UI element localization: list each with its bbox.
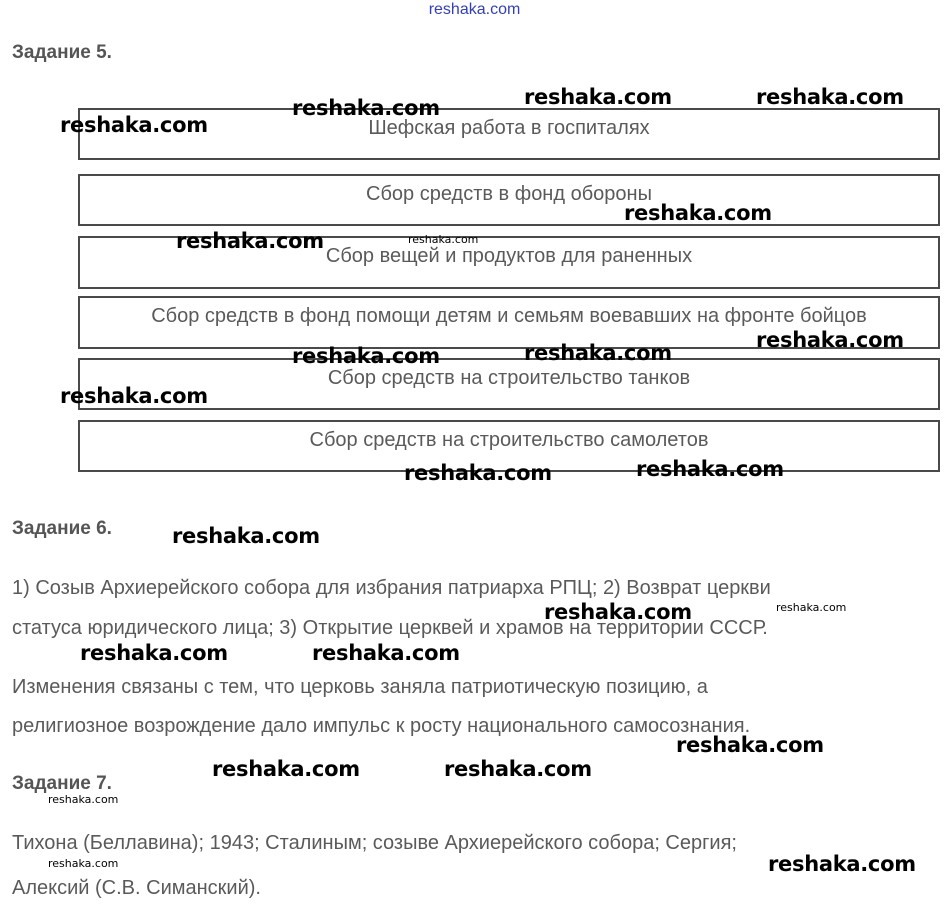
task5-box-text: Сбор средств на строительство самолетов — [309, 429, 709, 451]
task7-line: Алексий (С.В. Симанский). — [12, 877, 261, 899]
watermark: reshaka.com — [312, 641, 460, 665]
watermark: reshaka.com — [60, 384, 208, 408]
watermark: reshaka.com — [404, 461, 552, 485]
task5-box-text: Сбор средств на строительство танков — [327, 367, 691, 389]
task7-line: Тихона (Беллавина); 1943; Сталиным; созыве Архиерейского собора; Сергия; — [12, 832, 737, 854]
watermark: reshaka.com — [292, 96, 440, 120]
task7-heading: Задание 7. — [12, 773, 112, 794]
task5-box-text: Сбор вещей и продуктов для раненных — [325, 245, 693, 267]
watermark: reshaka.com — [292, 344, 440, 368]
task5-heading: Задание 5. — [12, 42, 112, 63]
site-link[interactable]: reshaka.com — [428, 1, 521, 18]
task6-line: религиозное возрождение дало импульс к росту национального самосознания. — [12, 715, 751, 737]
watermark: reshaka.com — [524, 341, 672, 365]
task5-box-text: Сбор средств в фонд обороны — [366, 183, 652, 205]
watermark-small: reshaka.com — [408, 233, 479, 246]
task6-heading: Задание 6. — [12, 518, 112, 539]
watermark: reshaka.com — [60, 113, 208, 137]
watermark: reshaka.com — [444, 757, 592, 781]
task6-line: статуса юридического лица; 3) Открытие церквей и храмов на территории СССР. — [12, 617, 768, 639]
watermark: reshaka.com — [524, 85, 672, 109]
watermark-small: reshaka.com — [776, 601, 847, 614]
task5-box-text: Шефская работа в госпиталях — [368, 117, 650, 139]
watermark: reshaka.com — [756, 85, 904, 109]
task5-box — [78, 174, 940, 226]
watermark: reshaka.com — [636, 457, 784, 481]
watermark: reshaka.com — [80, 641, 228, 665]
task6-line: Изменения связаны с тем, что церковь заняла патриотическую позицию, а — [12, 676, 708, 698]
watermark: reshaka.com — [544, 600, 692, 624]
task6-line: 1) Созыв Архиерейского собора для избрания патриарха РПЦ; 2) Возврат церкви — [12, 577, 771, 599]
watermark-small: reshaka.com — [48, 793, 119, 806]
watermark: reshaka.com — [176, 229, 324, 253]
watermark-small: reshaka.com — [48, 857, 119, 870]
watermark: reshaka.com — [676, 733, 824, 757]
watermark: reshaka.com — [624, 201, 772, 225]
watermark: reshaka.com — [172, 524, 320, 548]
task5-box-text: Сбор средств в фонд помощи детям и семьям воевавших на фронте бойцов — [151, 305, 867, 327]
watermark: reshaka.com — [212, 757, 360, 781]
watermark: reshaka.com — [768, 852, 916, 876]
watermark: reshaka.com — [756, 328, 904, 352]
